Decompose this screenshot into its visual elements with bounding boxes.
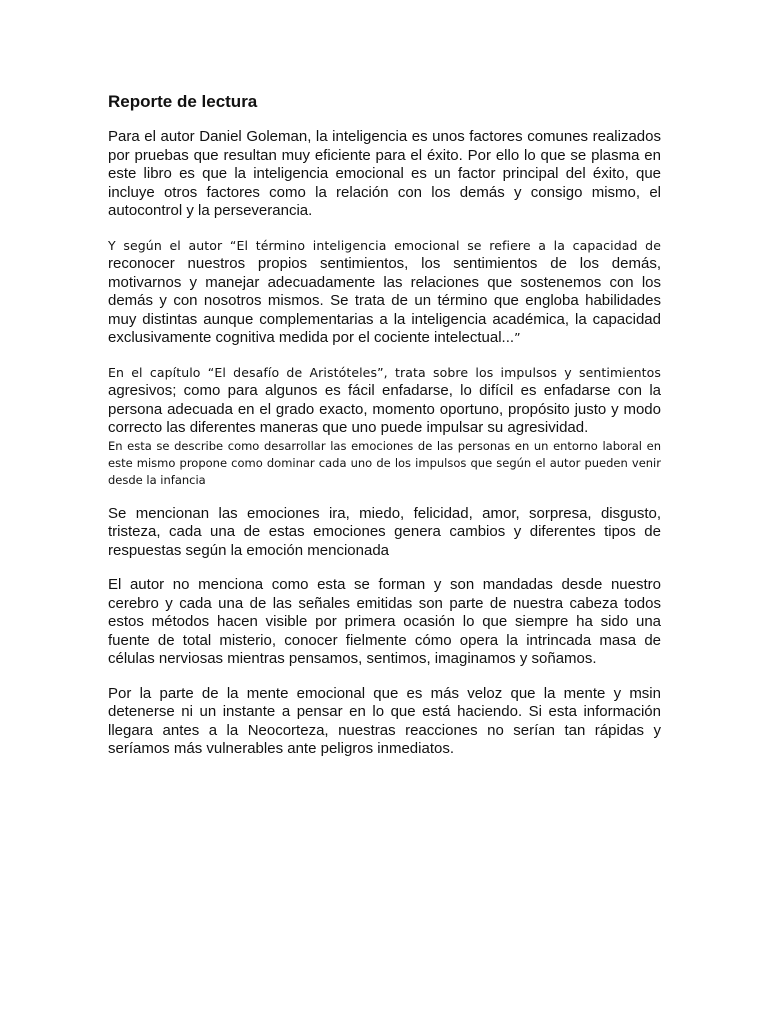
paragraph-3-small: En esta se describe como desarrollar las emociones de las personas en un entorno laboral en este mismo propone como dominar cada uno de los impulsos que según el autor pueden venir desde la infancia bbox=[108, 438, 661, 487]
paragraph-3-intro: En el capítulo “El desafío de Aristóteles”, trata sobre los impulsos y sentimientos bbox=[108, 364, 661, 380]
paragraph-2-end: ” bbox=[514, 330, 521, 345]
paragraph-emotions-list: Se mencionan las emociones ira, miedo, felicidad, amor, sorpresa, disgusto, tristeza, cada una de estas emociones genera cambios y diferentes tipos de respuestas según la emoción mencionada bbox=[108, 504, 661, 559]
document-title: Reporte de lectura bbox=[108, 92, 258, 111]
paragraph-emotional-intelligence-definition bbox=[108, 237, 661, 348]
paragraph-brain-signals: El autor no menciona como esta se forman y son mandadas desde nuestro cerebro y cada una de las señales emitidas son parte de nuestra cabeza todos estos métodos hacen visible por primera ocasión lo que siempre ha sido una fuente de total misterio, conocer fielmente cómo opera la intrincada masa de células nerviosas mientras pensamos, sentimos, imaginamos y soñamos. bbox=[108, 576, 661, 667]
paragraph-2-body: reconocer nuestros propios sentimientos, los sentimientos de los demás, motivarnos y manejar adecuadamente las relaciones que sostenemos con los demás y con nosotros mismos. Se trata de un término que engloba habilidades muy distintas aunque complementarias a la inteligencia académica, la capacidad exclusivamente cognitiva medida por el cociente intelectual... bbox=[108, 255, 661, 346]
paragraph-3-body: agresivos; como para algunos es fácil enfadarse, lo difícil es enfadarse con la persona adecuada en el grado exacto, momento oportuno, propósito justo y modo correcto las diferentes maneras que uno puede impulsar su agresividad. bbox=[108, 382, 661, 436]
paragraph-aristotle-chapter bbox=[108, 364, 661, 489]
paragraph-2-intro: Y según el autor “El término inteligencia emocional se refiere a la capacidad de bbox=[108, 237, 661, 253]
paragraph-goleman-intro: Para el autor Daniel Goleman, la inteligencia es unos factores comunes realizados por pruebas que resultan muy eficiente para el éxito. Por ello lo que se plasma en este libro es que la inteligencia emocional es un factor principal del éxito, que incluye otros factores como la relación con los demás y consigo mismo, el autocontrol y la perseverancia. bbox=[108, 128, 661, 219]
paragraph-emotional-mind: Por la parte de la mente emocional que es más veloz que la mente y msin detenerse ni un instante a pensar en lo que está haciendo. Si esta información llegara antes a la Neocorteza, nuestras reacciones no serían tan rápidas y seríamos más vulnerables ante peligros inmediatos. bbox=[108, 684, 661, 757]
document-page bbox=[108, 92, 661, 759]
